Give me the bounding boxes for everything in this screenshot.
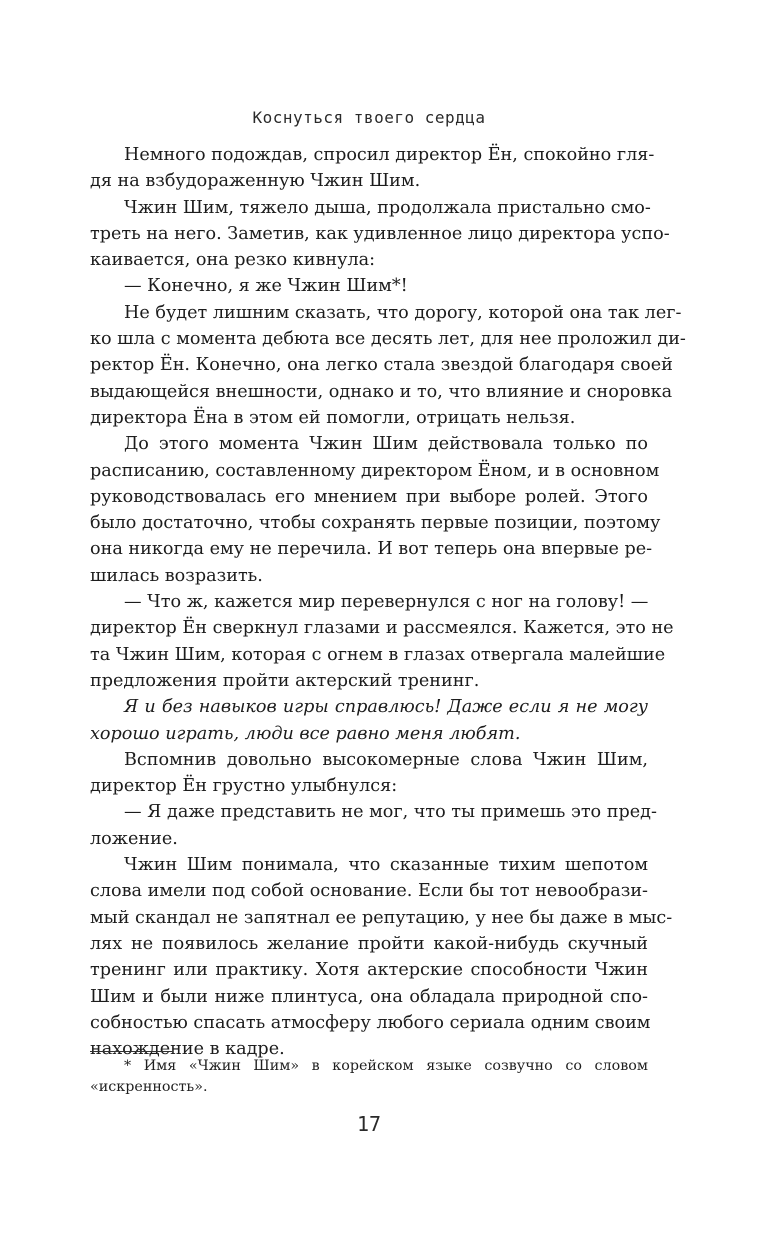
- text-line: хорошо играть, люди все равно меня любят.: [90, 723, 521, 744]
- text-line: она никогда ему не перечила. И вот теперь она впервые ре-: [90, 539, 653, 560]
- text-line: лях не появилось желание пройти какой-нибудь скучный: [90, 933, 648, 954]
- text-line: шилась возразить.: [90, 565, 263, 586]
- text-line: ректор Ён. Конечно, она легко стала звездой благодаря своей: [90, 355, 673, 376]
- text-line: было достаточно, чтобы сохранять первые позиции, поэтому: [90, 513, 661, 534]
- text-line: нахождение в кадре.: [90, 1039, 285, 1060]
- text-line: ложение.: [90, 828, 178, 849]
- text-line: каивается, она резко кивнула:: [90, 250, 376, 271]
- footnote-divider: [90, 1051, 172, 1052]
- text-line: тренинг или практику. Хотя актерские способности Чжин: [90, 960, 648, 981]
- footnote-line: «искренность».: [90, 1079, 208, 1095]
- text-line: — Конечно, я же Чжин Шим*!: [124, 276, 408, 297]
- text-line: Вспомнив довольно высокомерные слова Чжин Шим,: [124, 749, 648, 770]
- footnote: [90, 1056, 648, 1098]
- text-line: мый скандал не запятнал ее репутацию, у нее бы даже в мыс-: [90, 907, 673, 928]
- body-text: [90, 142, 686, 1062]
- text-line: собностью спасать атмосферу любого сериала одним своим: [90, 1012, 651, 1033]
- text-line: дя на взбудораженную Чжин Шим.: [90, 171, 421, 192]
- text-line: — Я даже представить не мог, что ты примешь это пред-: [124, 802, 657, 823]
- text-line: Немного подождав, спросил директор Ён, спокойно гля-: [124, 145, 655, 165]
- text-line: ко шла с момента дебюта все десять лет, для нее проложил ди-: [90, 329, 686, 350]
- text-line: руководствовалась его мнением при выборе ролей. Этого: [90, 486, 648, 507]
- text-line: слова имели под собой основание. Если бы тот невообрази-: [90, 881, 648, 902]
- text-line: треть на него. Заметив, как удивленное лицо директора успо-: [90, 223, 670, 244]
- text-line: Чжин Шим, тяжело дыша, продолжала пристально смо-: [124, 197, 651, 218]
- text-line: Не будет лишним сказать, что дорогу, которой она так лег-: [124, 302, 682, 323]
- text-line: директор Ён сверкнул глазами и рассмеялся. Кажется, это не: [90, 618, 674, 639]
- text-line: — Что ж, кажется мир перевернулся с ног на голову! —: [124, 592, 649, 613]
- text-line: Чжин Шим понимала, что сказанные тихим шепотом: [124, 855, 648, 876]
- page-number: 17: [356, 1112, 382, 1136]
- text-line: директора Ёна в этом ей помогли, отрицать нельзя.: [90, 407, 576, 428]
- footnote-line: * Имя «Чжин Шим» в корейском языке созвучно со словом: [124, 1058, 648, 1074]
- text-line: До этого момента Чжин Шим действовала только по: [124, 434, 648, 455]
- text-line: расписанию, составленному директором Ёном, и в основном: [90, 460, 660, 481]
- text-line: Шим и были ниже плинтуса, она обладала природной спо-: [90, 986, 648, 1007]
- text-line: та Чжин Шим, которая с огнем в глазах отвергала малейшие: [90, 644, 666, 665]
- text-line: предложения пройти актерский тренинг.: [90, 670, 480, 691]
- text-line: Я и без навыков игры справлюсь! Даже если я не могу: [124, 697, 648, 718]
- text-line: директор Ён грустно улыбнулся:: [90, 776, 398, 797]
- text-line: выдающейся внешности, однако и то, что влияние и сноровка: [90, 381, 673, 402]
- running-head: Коснуться твоего сердца: [252, 108, 486, 127]
